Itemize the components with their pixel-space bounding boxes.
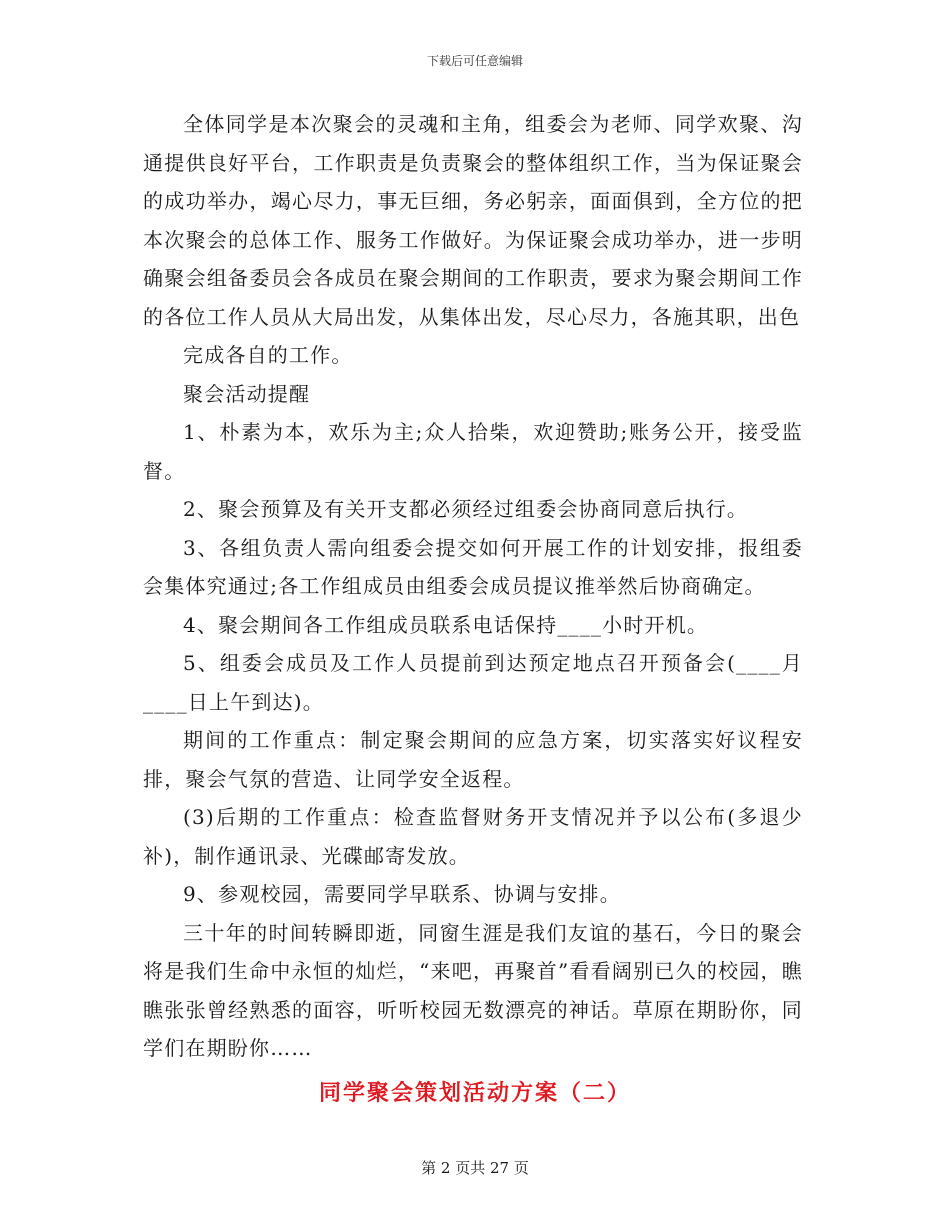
document-body (143, 105, 803, 1068)
paragraph-item-4: 4、聚会期间各工作组成员联系电话保持____小时开机。 (183, 612, 709, 637)
paragraph-reminder-heading: 聚会活动提醒 (183, 381, 311, 406)
paragraph-item-9: 9、参观校园，需要同学早联系、协调与安排。 (183, 882, 621, 906)
paragraph-item-1: 1、朴素为本，欢乐为主;众人拾柴，欢迎赞助;账务公开，接受监督。 (143, 420, 803, 483)
paragraph-complete: 完成各自的工作。 (183, 343, 353, 367)
paragraph-item-2: 2、聚会预算及有关开支都必须经过组委会协商同意后执行。 (183, 497, 749, 521)
paragraph-item-5: 5、组委会成员及工作人员提前到达预定地点召开预备会(____月____日上午到达)。 (143, 651, 803, 714)
page-footer: 第 2 页共 27 页 (421, 1159, 529, 1177)
paragraph-intro: 全体同学是本次聚会的灵魂和主角，组委会为老师、同学欢聚、沟通提供良好平台，工作职责是负责聚会的整体组织工作，当为保证聚会的成功举办，竭心尽力，事无巨细，务必躬亲，面面俱到，全方位的把本次聚会的总体工作、服务工作做好。为保证聚会成功举办，进一步明确聚会组备委员会各成员在聚会期间的工作职责，要求为聚会期间工作的各位工作人员从大局出发，从集体出发，尽心尽力，各施其职，出色 (143, 112, 803, 329)
paragraph-item-3: 3、各组负责人需向组委会提交如何开展工作的计划安排，报组委会集体究通过;各工作组成员由组委会成员提议推举然后协商确定。 (143, 535, 803, 598)
paragraph-period-focus: 期间的工作重点：制定聚会期间的应急方案，切实落实好议程安排，聚会气氛的营造、让同学安全返程。 (143, 728, 803, 791)
paragraph-later-focus: (3)后期的工作重点：检查监督财务开支情况并予以公布(多退少补)，制作通讯录、光碟邮寄发放。 (143, 805, 803, 868)
page-header: 下载后可任意编辑 (426, 54, 523, 68)
paragraph-closing: 三十年的时间转瞬即逝，同窗生涯是我们友谊的基石，今日的聚会将是我们生命中永恒的灿烂，“来吧，再聚首”看看阔别已久的校园，瞧瞧张张曾经熟悉的面容，听听校园无数漂亮的神话。草原在期盼你，同学们在期盼你…… (143, 920, 803, 1060)
section-title: 同学聚会策划活动方案（二） (318, 1080, 631, 1106)
